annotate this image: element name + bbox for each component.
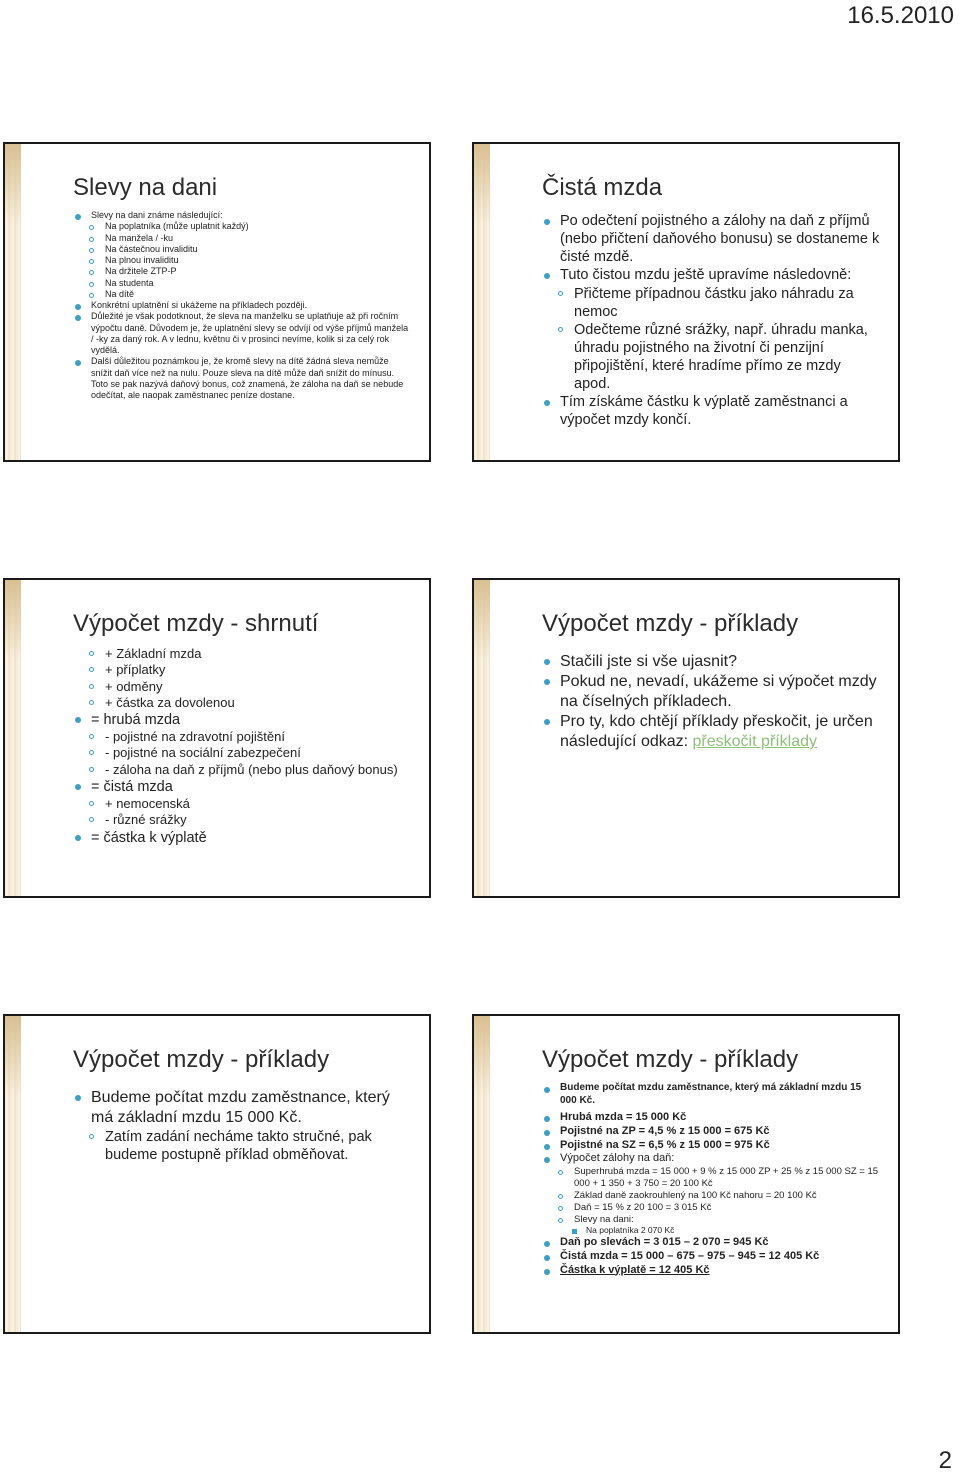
list-item: Na držitele ZTP-P <box>75 266 411 277</box>
bullet-list <box>544 212 880 430</box>
bullet-list <box>75 1088 411 1164</box>
list-item: Na studenta <box>75 278 411 289</box>
list-item: Slevy na dani známe následující: <box>75 210 411 221</box>
document-date: 16.5.2010 <box>847 2 954 29</box>
list-item: Na manžela / -ku <box>75 233 411 244</box>
list-item-text: Pro ty, kdo chtějí příklady přeskočit, je určen následující odkaz: <box>560 713 873 750</box>
slide-decoration-stripe <box>474 144 490 460</box>
list-item: + nemocenská <box>75 796 411 812</box>
list-item: Tuto čistou mzdu ještě upravíme následovně: <box>544 266 880 284</box>
list-item: Další důležitou poznámkou je, že kromě slevy na dítě žádná sleva nemůže snížit daň více než na nulu. Pouze sleva na dítě může daň snížit do mínusu. Toto se pak nazývá daňový bonus, což znamená, že záloha na daň se nebude odečítat, ale naopak zaměstnanec peníze dostane. <box>75 356 411 401</box>
bullet-list <box>75 210 411 401</box>
list-item: Na dítě <box>75 289 411 300</box>
list-item: Zatím zadání necháme takto stručné, pak budeme postupně příklad obměňovat. <box>75 1128 411 1164</box>
list-item: Budeme počítat mzdu zaměstnance, který má základní mzdu 15 000 Kč. <box>544 1082 880 1107</box>
list-item: + příplatky <box>75 662 411 678</box>
list-item: Superhrubá mzda = 15 000 + 9 % z 15 000 ZP + 25 % z 15 000 SZ = 15 000 + 1 350 + 3 750 = 20 100 Kč <box>544 1166 880 1190</box>
list-item: Slevy na dani: <box>544 1214 880 1226</box>
list-item: Daň po slevách = 3 015 – 2 070 = 945 Kč <box>544 1236 880 1250</box>
bullet-list <box>75 646 411 847</box>
slide-title: Čistá mzda <box>542 174 663 201</box>
list-item: Na poplatníka (může uplatnit každý) <box>75 221 411 232</box>
slide-title: Výpočet mzdy - příklady <box>73 1046 330 1073</box>
list-item: Základ daně zaokrouhlený na 100 Kč nahoru = 20 100 Kč <box>544 1190 880 1202</box>
list-item: Pojistné na ZP = 4,5 % z 15 000 = 675 Kč <box>544 1125 880 1139</box>
list-item: = čistá mzda <box>75 778 411 796</box>
slide-decoration-stripe <box>5 144 21 460</box>
list-item: Odečteme různé srážky, např. úhradu manka, úhradu pojistného na životní či penzijní připojištění, které hradíme přímo ze mzdy apod. <box>544 321 880 394</box>
skip-examples-link[interactable]: přeskočit příklady <box>692 733 818 750</box>
list-item: Na částečnou invaliditu <box>75 244 411 255</box>
slide-title: Výpočet mzdy - příklady <box>542 610 799 637</box>
list-item: = částka k výplatě <box>75 829 411 847</box>
list-item: Čistá mzda = 15 000 – 675 – 975 – 945 = 12 405 Kč <box>544 1250 880 1264</box>
list-item: Budeme počítat mzdu zaměstnance, který má základní mzdu 15 000 Kč. <box>75 1088 411 1128</box>
list-item: - různé srážky <box>75 812 411 828</box>
slide-title: Výpočet mzdy - shrnutí <box>73 610 319 637</box>
list-item: Stačili jste si vše ujasnit? <box>544 652 880 672</box>
bullet-list <box>544 1082 880 1277</box>
list-item <box>544 712 880 752</box>
list-item: - pojistné na sociální zabezpečení <box>75 745 411 761</box>
list-item: = hrubá mzda <box>75 711 411 729</box>
list-item: + částka za dovolenou <box>75 695 411 711</box>
slide-decoration-stripe <box>5 580 21 896</box>
slide-decoration-stripe <box>474 580 490 896</box>
list-item: Důležité je však podotknout, že sleva na manželku se uplatňuje až při ročním výpočtu daně. Důvodem je, že uplatnění slevy se odvíjí od výše příjmů manžela / -ky za daný rok. A v lednu, květnu či v prosinci nevíme, kolik si za celý rok vydělá. <box>75 311 411 356</box>
list-item: Přičteme případnou částku jako náhradu za nemoc <box>544 285 880 321</box>
slide-vypocet-mzdy-priklady-intro <box>472 578 900 898</box>
list-item: + odměny <box>75 679 411 695</box>
list-item: Pojistné na SZ = 6,5 % z 15 000 = 975 Kč <box>544 1139 880 1153</box>
slide-title: Výpočet mzdy - příklady <box>542 1046 799 1073</box>
list-item: + Základní mzda <box>75 646 411 662</box>
page-number: 2 <box>938 1447 952 1474</box>
list-item: Daň = 15 % z 20 100 = 3 015 Kč <box>544 1202 880 1214</box>
slide-decoration-stripe <box>5 1016 21 1332</box>
slide-vypocet-mzdy-priklady-zadani <box>3 1014 431 1334</box>
slide-decoration-stripe <box>474 1016 490 1332</box>
list-item: Po odečtení pojistného a zálohy na daň z příjmů (nebo přičtení daňového bonusu) se dostaneme k čisté mzdě. <box>544 212 880 266</box>
list-item: Výpočet zálohy na daň: <box>544 1152 880 1166</box>
list-item: Na plnou invaliditu <box>75 255 411 266</box>
slide-slevy-na-dani <box>3 142 431 462</box>
list-item: Pokud ne, nevadí, ukážeme si výpočet mzdy na číselných příkladech. <box>544 672 880 712</box>
list-item: Částka k výplatě = 12 405 Kč <box>544 1264 880 1278</box>
slide-vypocet-mzdy-priklady-reseni <box>472 1014 900 1334</box>
slide-title: Slevy na dani <box>73 174 218 201</box>
bullet-list <box>544 652 880 752</box>
list-item: Konkrétní uplatnění si ukážeme na příkladech později. <box>75 300 411 311</box>
list-item: Tím získáme částku k výplatě zaměstnanci a výpočet mzdy končí. <box>544 393 880 429</box>
list-item: - pojistné na zdravotní pojištění <box>75 729 411 745</box>
list-item: Hrubá mzda = 15 000 Kč <box>544 1111 880 1125</box>
slide-vypocet-mzdy-shrnuti <box>3 578 431 898</box>
list-item: Na poplatníka 2 070 Kč <box>544 1225 880 1236</box>
slide-cista-mzda <box>472 142 900 462</box>
list-item: - záloha na daň z příjmů (nebo plus daňový bonus) <box>75 762 411 778</box>
